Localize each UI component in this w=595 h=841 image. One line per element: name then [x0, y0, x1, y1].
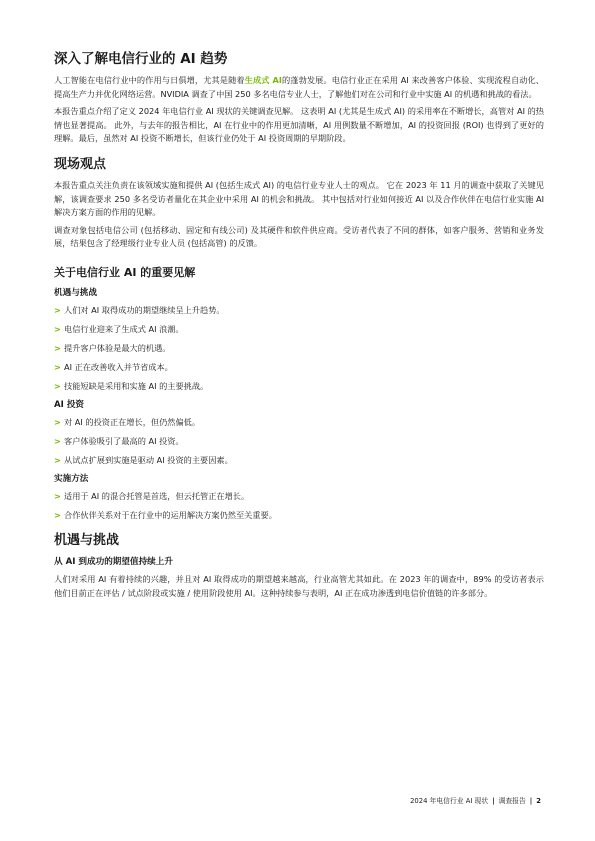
field-view-paragraph-1: 本报告重点关注负责在该领域实施和提供 AI (包括生成式 AI) 的电信行业专业人士的观点。 它在 2023 年 11 月的调查中获取了关键见解，该调查要求 250 多名受访者量化在其企业中采用 AI 的机会和挑战。 其中包括对行业如何接近 AI 以及合作伙伴在电信行业实施 AI 解决方案方面的作用的见解。 — [54, 179, 544, 218]
chevron-right-icon: > — [54, 416, 61, 427]
intro-text-start: 人工智能在电信行业中的作用与日俱增，尤其是随着 — [54, 75, 245, 85]
chevron-right-icon: > — [54, 490, 61, 501]
chevron-right-icon: > — [54, 380, 61, 391]
section-title-ai-trends: 深入了解电信行业的 AI 趋势 — [54, 51, 228, 67]
footer-separator: | — [529, 797, 533, 805]
chevron-right-icon: > — [54, 509, 61, 520]
page-content — [54, 50, 544, 604]
list-item — [54, 509, 544, 522]
intro-paragraph-1 — [54, 74, 544, 101]
field-view-paragraph-2: 调查对象包括电信公司 (包括移动、固定和有线公司) 及其硬件和软件供应商。受访者代表了不同的群体，如客户服务、营销和业务发展，结果包含了经理级行业专业人员 (包括高管) 的反馈。 — [54, 224, 544, 249]
list-item — [54, 323, 544, 336]
list-item-text: 人们对 AI 取得成功的期望继续呈上升趋势。 — [64, 304, 225, 315]
group-title-ai-investment: AI 投资 — [54, 399, 85, 410]
list-item-text: 客户体验吸引了最高的 AI 投资。 — [64, 435, 184, 446]
group-title-implementation: 实施方法 — [54, 473, 89, 484]
chevron-right-icon: > — [54, 435, 61, 446]
section-title-opportunities-challenges: 机遇与挑战 — [54, 532, 120, 548]
section-title-key-insights: 关于电信行业 AI 的重要见解 — [54, 265, 196, 279]
opportunities-list — [54, 304, 544, 393]
expectations-paragraph: 人们对采用 AI 有着持续的兴趣，并且对 AI 取得成功的期望越来越高，行业高管尤其如此。在 2023 年的调查中，89% 的受访者表示他们目前正在评估 / 试点阶段或实施 / 使用阶段使用 AI。这种持续参与表明，AI 正在成功渗透到电信价值链的许多部分。 — [54, 573, 544, 598]
list-item-text: AI 正在改善收入并节省成本。 — [64, 361, 173, 372]
list-item-text: 适用于 AI 的混合托管是首选，但云托管正在增长。 — [64, 490, 250, 501]
list-item — [54, 380, 544, 393]
intro-text-end: 的蓬勃发展。电信行业正在采用 AI 来改善客户体验、实现流程自动化、提高生产力并优化网络运营。NVIDIA 调查了中国 250 多名电信专业人士，了解他们对在公司和行业中实施 AI 的机遇和挑战的看法。 — [54, 75, 544, 99]
list-item-text: 从试点扩展到实施是驱动 AI 投资的主要因素。 — [64, 454, 233, 465]
list-item — [54, 342, 544, 355]
list-item-text: 技能短缺是采用和实施 AI 的主要挑战。 — [64, 380, 209, 391]
page-number: 2 — [536, 797, 541, 805]
ai-investment-list — [54, 416, 544, 467]
generative-ai-highlight: 生成式 AI — [244, 75, 282, 85]
list-item-text: 合作伙伴关系对于在行业中的运用解决方案仍然至关重要。 — [64, 509, 277, 520]
list-item — [54, 416, 544, 429]
list-item-text: 对 AI 的投资正在增长，但仍然偏低。 — [64, 416, 201, 427]
chevron-right-icon: > — [54, 342, 61, 353]
implementation-list — [54, 490, 544, 522]
subsection-title-expectations: 从 AI 到成功的期望值持续上升 — [54, 556, 173, 567]
chevron-right-icon: > — [54, 323, 61, 334]
list-item-text: 电信行业迎来了生成式 AI 浪潮。 — [64, 323, 184, 334]
chevron-right-icon: > — [54, 304, 61, 315]
group-title-opportunities: 机遇与挑战 — [54, 287, 97, 298]
footer-report-title: 2024 年电信行业 AI 现状 — [410, 797, 489, 805]
chevron-right-icon: > — [54, 454, 61, 465]
chevron-right-icon: > — [54, 361, 61, 372]
footer-report-type: 调查报告 — [498, 797, 526, 805]
page-footer — [410, 796, 541, 806]
list-item — [54, 304, 544, 317]
list-item — [54, 435, 544, 448]
section-title-field-view: 现场观点 — [54, 156, 107, 172]
list-item — [54, 490, 544, 503]
list-item — [54, 454, 544, 467]
footer-separator: | — [492, 797, 495, 805]
list-item-text: 提升客户体验是最大的机遇。 — [64, 342, 171, 353]
list-item — [54, 361, 544, 374]
intro-paragraph-2: 本报告重点介绍了定义 2024 年电信行业 AI 现状的关键调查见解。 这表明 AI (尤其是生成式 AI) 的采用率在不断增长，高管对 AI 的热情也显著提高。 此外，与去年的报告相比，AI 在行业中的作用更加清晰，AI 用例数量不断增加，AI 的投资回报 (ROI) 也得到了更好的理解。最后，虽然对 AI 投资不断增长，但该行业仍处于 AI 投资周期的早期阶段。 — [54, 106, 544, 144]
